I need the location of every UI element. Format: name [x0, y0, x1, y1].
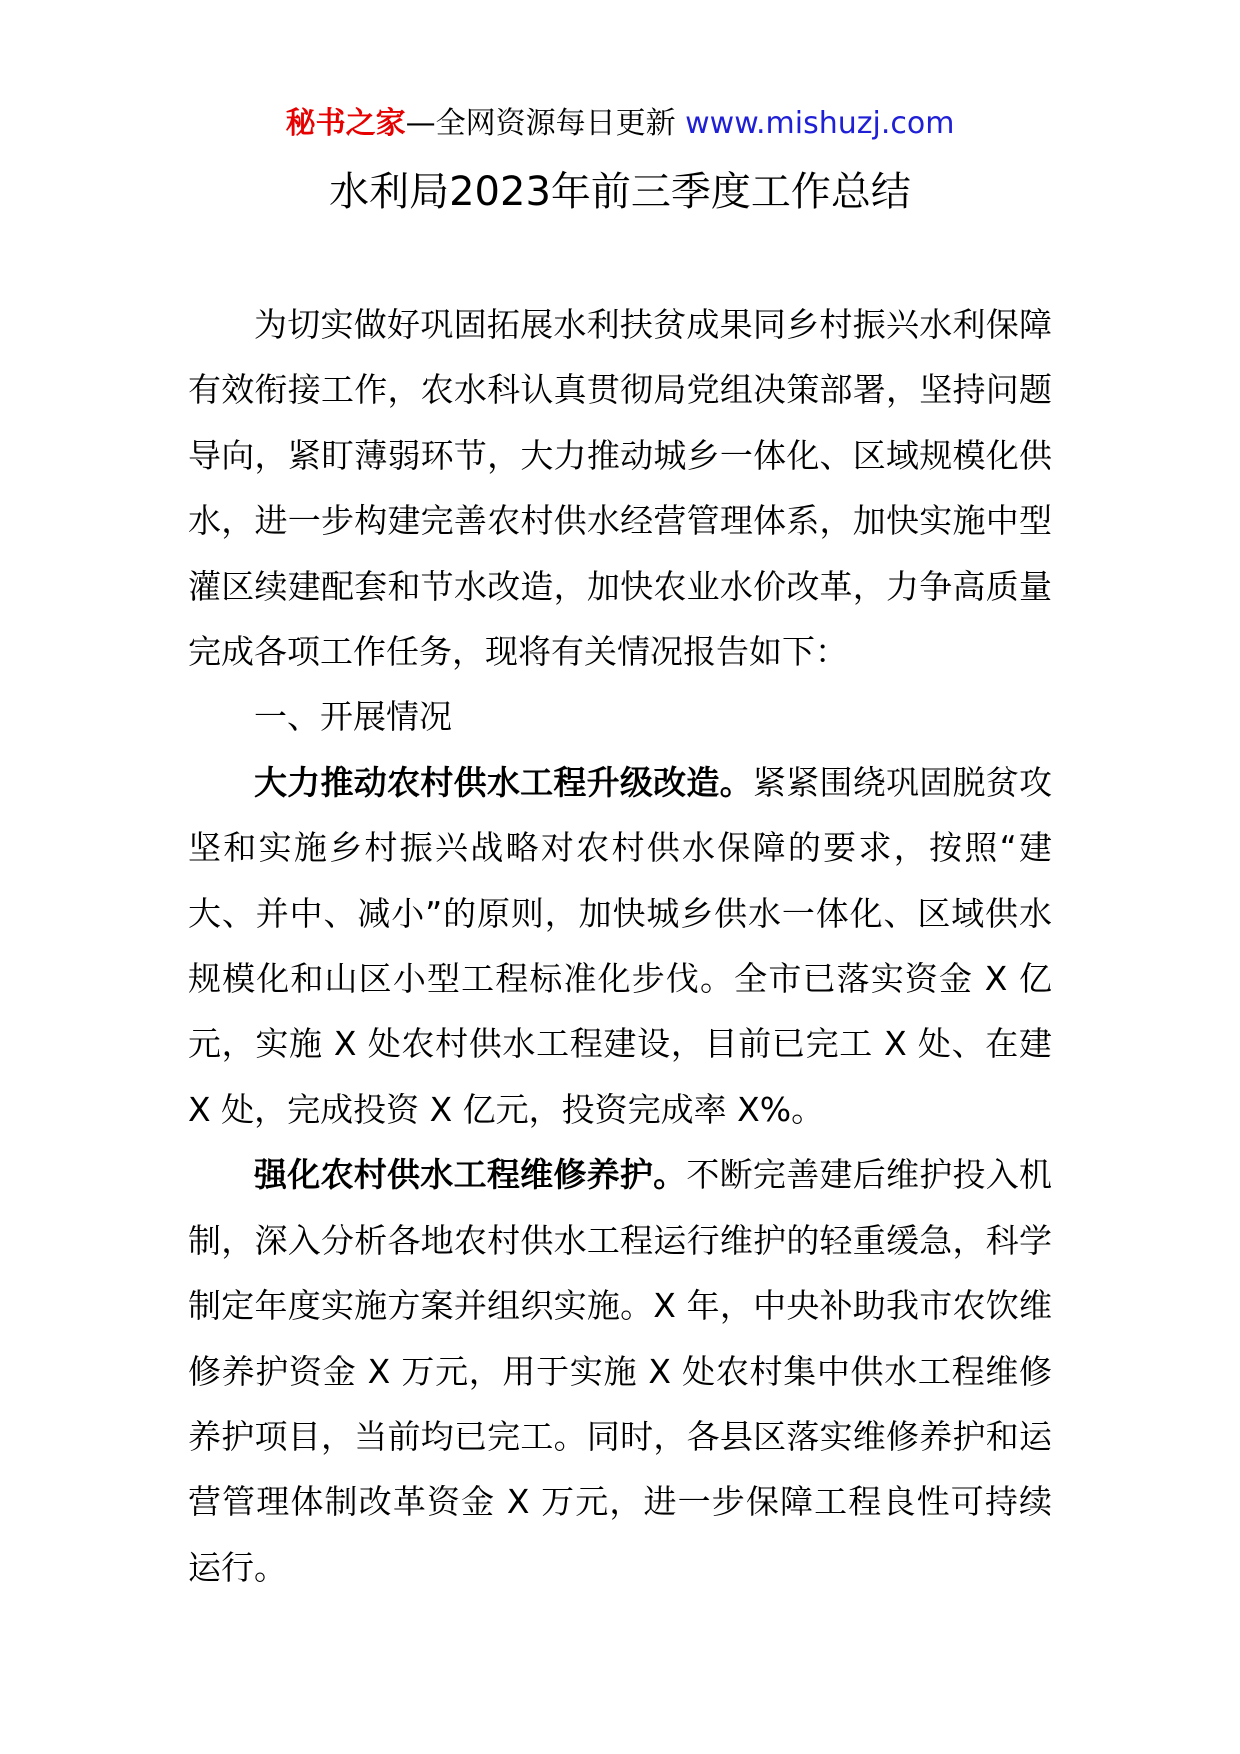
paragraph-rural-water-upgrade [188, 750, 1052, 1142]
paragraph-text: 紧紧围绕巩固脱贫攻坚和实施乡村振兴战略对农村供水保障的要求，按照“建大、并中、减小”的原则，加快城乡供水一体化、区域供水规模化和山区小型工程标准化步伐。全市已落实资金 X 亿元，实施 X 处农村供水工程建设，目前已完工 X 处、在建 X 处，完成投资 X 亿元，投资完成率 X%。 [188, 762, 1053, 1129]
paragraph-lead: 强化农村供水工程维修养护。 [254, 1155, 687, 1195]
paragraph-text: 不断完善建后维护投入机制，深入分析各地农村供水工程运行维护的轻重缓急，科学制定年度实施方案并组织实施。X 年，中央补助我市农饮维修养护资金 X 万元，用于实施 X 处农村集中供水工程维修养护项目，当前均已完工。同时，各县区落实维修养护和运营管理体制改革资金 X 万元，进一步保障工程良性可持续运行。 [188, 1155, 1053, 1587]
document-title: 水利局2023年前三季度工作总结 [329, 169, 911, 215]
intro-paragraph: 为切实做好巩固拓展水利扶贫成果同乡村振兴水利保障有效衔接工作，农水科认真贯彻局党组决策部署，坚持问题导向，紧盯薄弱环节，大力推动城乡一体化、区域规模化供水，进一步构建完善农村供水经营管理体系，加快实施中型灌区续建配套和节水改造，加快农业水价改革，力争高质量完成各项工作任务，现将有关情况报告如下： [188, 305, 1052, 672]
document-body [188, 292, 1052, 1600]
paragraph-lead: 大力推动农村供水工程升级改造。 [254, 762, 753, 802]
watermark-header [0, 102, 1240, 146]
site-url-link[interactable]: www.mishuzj.com [685, 106, 955, 141]
site-tagline: —全网资源每日更新 [405, 106, 686, 141]
paragraph-maintenance [188, 1142, 1052, 1600]
section-heading: 一、开展情况 [254, 697, 452, 737]
site-name: 秘书之家 [285, 106, 406, 141]
